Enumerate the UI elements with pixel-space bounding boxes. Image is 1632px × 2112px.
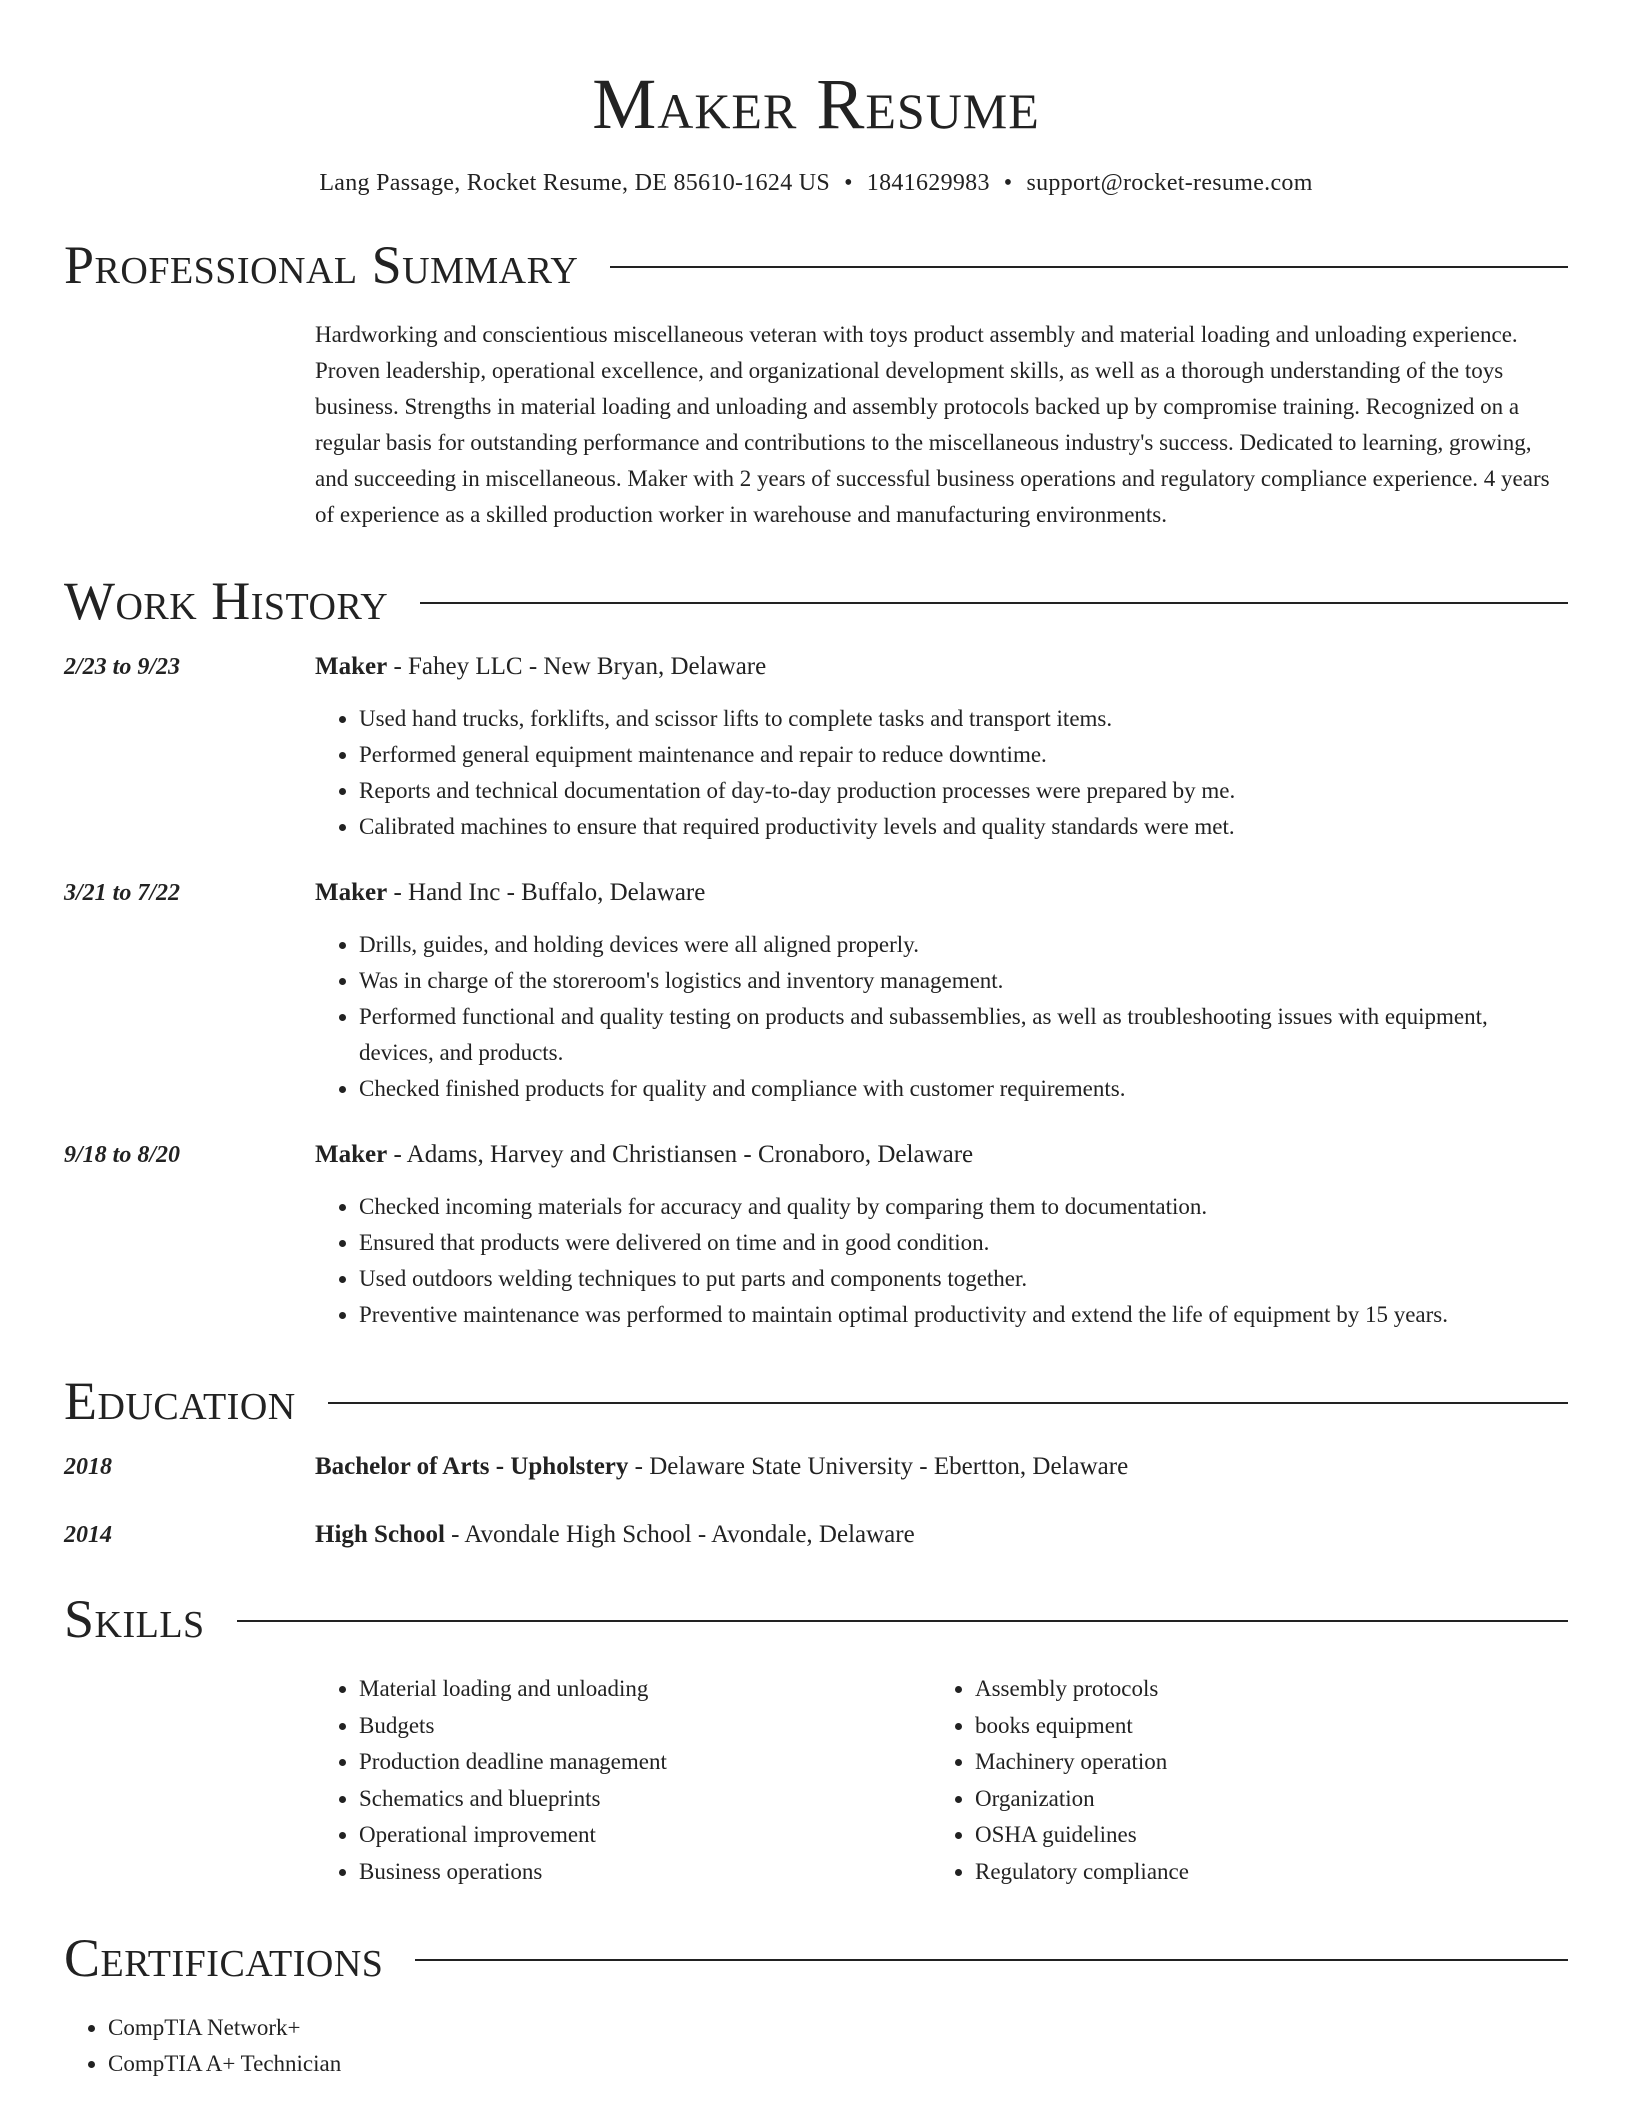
certification-item: • CompTIA Network+ <box>108 2010 1568 2046</box>
contact-email: support@rocket-resume.com <box>1026 170 1313 196</box>
contact-phone: 1841629983 <box>866 170 990 196</box>
list-item: • Checked incoming materials for accuracy and quality by comparing them to documentation. <box>359 1189 1568 1225</box>
section-divider <box>415 1959 1568 1961</box>
section-divider <box>237 1620 1568 1622</box>
work-section-header <box>64 571 1568 631</box>
certifications-list <box>64 2010 1568 2082</box>
skill-item: • Assembly protocols <box>975 1671 1547 1708</box>
certification-item: • CompTIA A+ Technician <box>108 2046 1568 2082</box>
education-details: - Delaware State University - Ebertton, Delaware <box>628 1453 1129 1480</box>
education-section-header <box>64 1371 1568 1431</box>
education-entry <box>64 1519 1568 1551</box>
education-title-line <box>315 1451 1568 1483</box>
contact-separator: • <box>1003 170 1013 196</box>
skill-item: • OSHA guidelines <box>975 1817 1547 1854</box>
education-title: Education <box>64 1371 296 1431</box>
certifications-title: Certifications <box>64 1928 384 1988</box>
list-item: • Reports and technical documentation of day-to-day production processes were prepared by me. <box>359 773 1568 809</box>
list-item: • Drills, guides, and holding devices were all aligned properly. <box>359 927 1568 963</box>
job-entry <box>64 877 1568 1107</box>
job-title <box>315 877 1568 909</box>
education-year: 2018 <box>64 1454 112 1480</box>
skills-grid <box>315 1671 1568 1890</box>
list-item: • Was in charge of the storeroom's logistics and inventory management. <box>359 963 1568 999</box>
summary-title: Professional Summary <box>64 235 579 295</box>
job-bullets <box>315 701 1568 845</box>
job-entry <box>64 1139 1568 1333</box>
job-role: Maker <box>315 1141 388 1168</box>
skill-item: • Operational improvement <box>359 1817 931 1854</box>
skills-column-right <box>931 1671 1547 1890</box>
contact-line <box>64 170 1568 197</box>
skill-item: • Budgets <box>359 1708 931 1745</box>
education-year: 2014 <box>64 1522 112 1548</box>
job-bullets <box>315 927 1568 1107</box>
summary-text: Hardworking and conscientious miscellaneous veteran with toys product assembly and material loading and unloading experience. Proven leadership, operational excellence, and organizational development skills, as well as a thorough understanding of the toys business. Strengths in material loading and unloading and assembly protocols backed up by compromise training. Recognized on a regular basis for outstanding performance and contributions to the miscellaneous industry's success. Dedicated to learning, growing, and succeeding in miscellaneous. Maker with 2 years of successful business operations and regulatory compliance experience. 4 years of experience as a skilled production worker in warehouse and manufacturing environments. <box>315 322 1550 527</box>
skills-section-header <box>64 1589 1568 1649</box>
skill-item: • Business operations <box>359 1854 931 1891</box>
list-item: • Calibrated machines to ensure that required productivity levels and quality standards were met. <box>359 809 1568 845</box>
list-item: • Used outdoors welding techniques to put parts and components together. <box>359 1261 1568 1297</box>
list-item: • Used hand trucks, forklifts, and scissor lifts to complete tasks and transport items. <box>359 701 1568 737</box>
job-bullets <box>315 1189 1568 1333</box>
job-title <box>315 1139 1568 1171</box>
job-entry <box>64 651 1568 845</box>
summary-section-header <box>64 235 1568 295</box>
education-degree: Bachelor of Arts - Upholstery <box>315 1453 629 1480</box>
list-item: • Ensured that products were delivered on time and in good condition. <box>359 1225 1568 1261</box>
skills-title: Skills <box>64 1589 205 1649</box>
work-title: Work History <box>64 571 389 631</box>
education-details: - Avondale High School - Avondale, Delaware <box>444 1521 915 1548</box>
education-entry <box>64 1451 1568 1483</box>
list-item: • Checked finished products for quality and compliance with customer requirements. <box>359 1071 1568 1107</box>
resume-name: Maker Resume <box>592 64 1040 144</box>
education-degree: High School <box>315 1521 445 1548</box>
skill-item: • books equipment <box>975 1708 1547 1745</box>
contact-address: Lang Passage, Rocket Resume, DE 85610-1624 US <box>319 170 831 196</box>
job-dates: 3/21 to 7/22 <box>64 880 181 906</box>
job-dates: 9/18 to 8/20 <box>64 1142 181 1168</box>
job-details: - Fahey LLC - New Bryan, Delaware <box>387 653 767 680</box>
job-details: - Adams, Harvey and Christiansen - Cronaboro, Delaware <box>387 1141 974 1168</box>
skill-item: • Material loading and unloading <box>359 1671 931 1708</box>
section-divider <box>328 1402 1568 1404</box>
education-title-line <box>315 1519 1568 1551</box>
skill-item: • Machinery operation <box>975 1744 1547 1781</box>
skill-item: • Organization <box>975 1781 1547 1818</box>
list-item: • Performed general equipment maintenance and repair to reduce downtime. <box>359 737 1568 773</box>
list-item: • Performed functional and quality testing on products and subassemblies, as well as troubleshooting issues with equipment, devices, and products. <box>359 999 1568 1071</box>
skills-column-left <box>315 1671 931 1890</box>
job-role: Maker <box>315 653 388 680</box>
section-divider <box>420 602 1568 604</box>
skill-item: • Production deadline management <box>359 1744 931 1781</box>
list-item: • Preventive maintenance was performed to maintain optimal productivity and extend the life of equipment by 15 years. <box>359 1297 1568 1333</box>
certifications-section-header <box>64 1928 1568 1988</box>
section-divider <box>610 266 1568 268</box>
job-role: Maker <box>315 879 388 906</box>
skill-item: • Schematics and blueprints <box>359 1781 931 1818</box>
contact-separator: • <box>844 170 853 196</box>
job-title <box>315 651 1568 683</box>
job-dates: 2/23 to 9/23 <box>64 654 181 680</box>
skill-item: • Regulatory compliance <box>975 1854 1547 1891</box>
job-details: - Hand Inc - Buffalo, Delaware <box>387 879 706 906</box>
